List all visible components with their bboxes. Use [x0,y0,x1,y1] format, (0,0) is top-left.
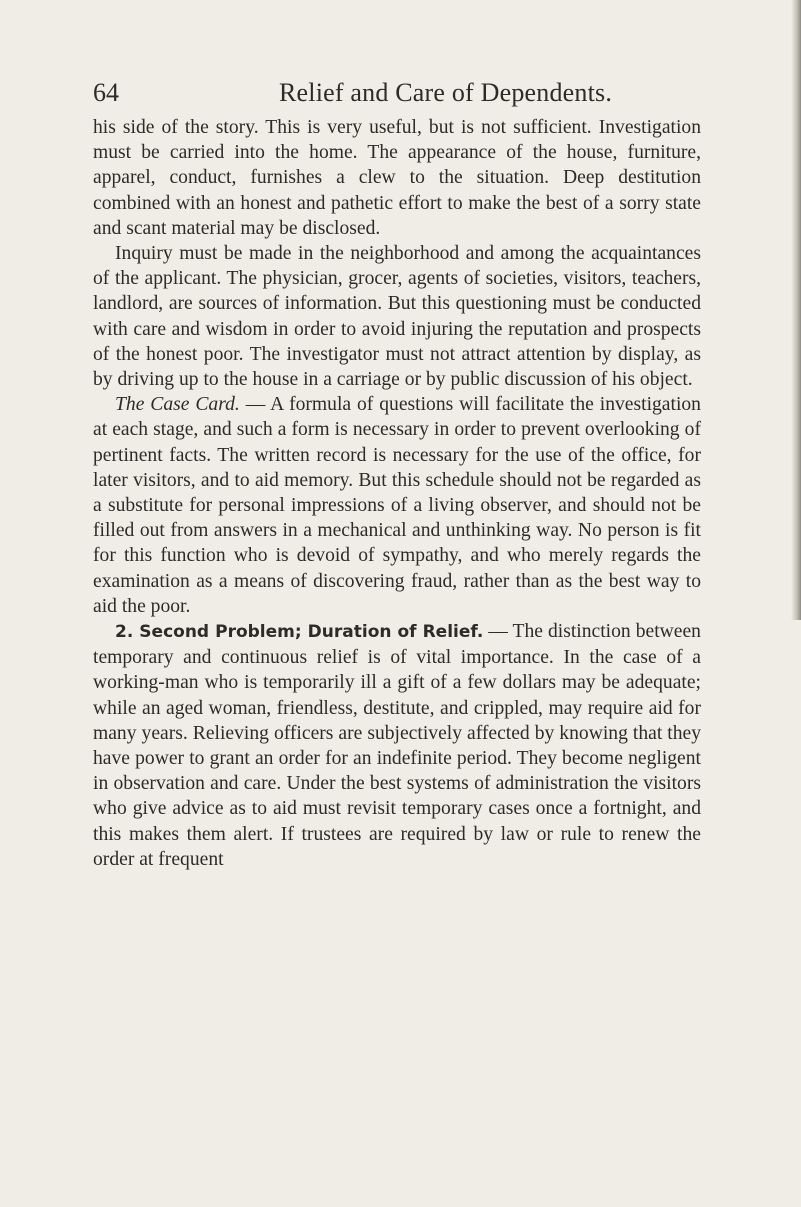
body-text [93,115,701,872]
paragraph-second-problem [93,619,701,872]
page-number: 64 [93,78,119,107]
paragraph-text: — A formula of questions will facilitate the investigation at each stage, and such a form is necessary in order to prevent overlooking of pertinent facts. The written record is necessary for the use of the office, for later visitors, and to aid memory. But this schedule should not be regarded as a substitute for personal impressions of a living observer, and should not be filled out from answers in a mechanical and unthinking way. No person is fit for this function who is devoid of sympathy, and who merely regards the examination as a means of discovering fraud, rather than as the best way to aid the poor. [93,394,701,617]
section-heading-case-card: The Case Card. [115,394,240,416]
section-heading-second-problem: 2. Second Problem; Duration of Relief. [115,622,484,643]
running-head: Relief and Care of Dependents. [279,78,613,107]
page-header [93,76,693,110]
paragraph-home-investigation [93,115,701,241]
paragraph-text: — The distinction between temporary and continuous relief is of vital importance. In the case of a working-man who is temporarily ill a gift of a few dollars may be adequate; while an aged woman, friendless, destitute, and crippled, may require aid for many years. Relieving officers are subjectively affected by knowing that they have power to grant an order for an indefinite period. They become negligent in observation and care. Under the best systems of administration the visitors who give advice as to aid must revisit temporary cases once a fortnight, and this makes them alert. If trustees are required by law or rule to renew the order at frequent [93,621,701,870]
paragraph-neighborhood-inquiry [93,241,701,392]
page-edge-shadow [791,0,801,620]
paragraph-case-card [93,392,701,619]
paragraph-text: Inquiry must be made in the neighborhood and among the acquaintances of the applicant. The physician, grocer, agents of societies, visitors, teachers, landlord, are sources of information. But this questioning must be conducted with care and wisdom in order to avoid injuring the reputation and prospects of the honest poor. The investigator must not attract attention by display, as by driving up to the house in a carriage or by public discussion of his object. [93,243,701,391]
paragraph-text: his side of the story. This is very useful, but is not sufficient. Investigation must be carried into the home. The appearance of the house, furniture, apparel, conduct, furnishes a clew to the situation. Deep destitution combined with an honest and pathetic effort to make the best of a sorry state and scant material may be disclosed. [93,117,701,239]
